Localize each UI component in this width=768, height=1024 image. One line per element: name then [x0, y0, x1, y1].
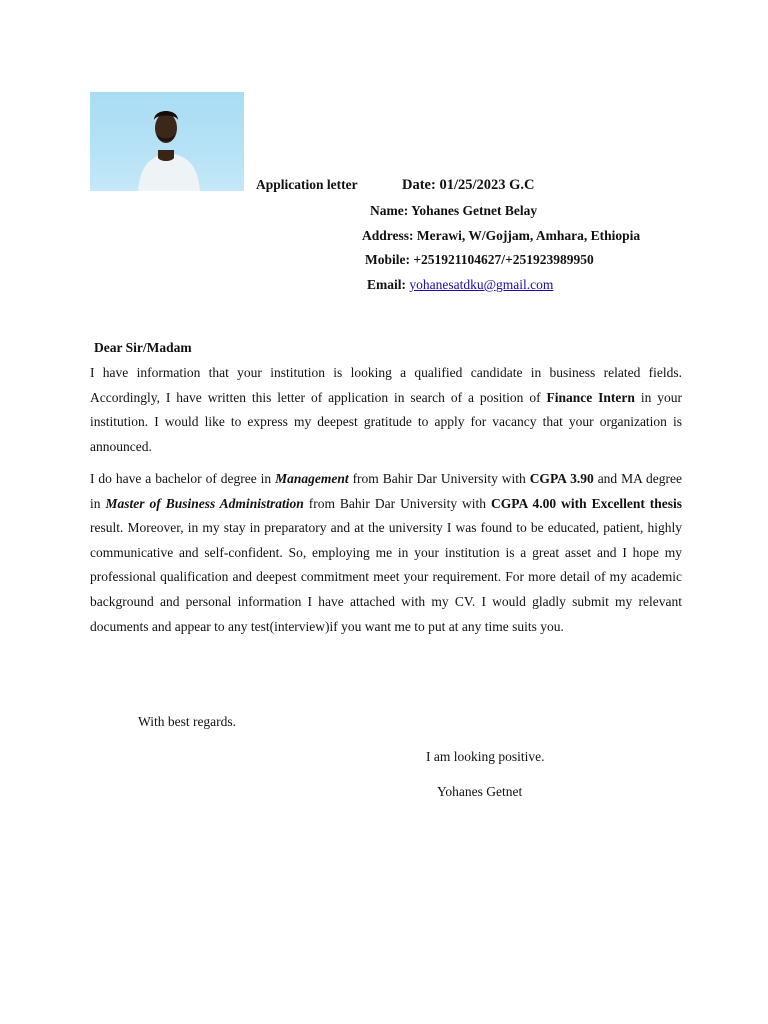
closing-regards: With best regards.: [138, 714, 237, 729]
applicant-address: Address: Merawi, W/Gojjam, Amhara, Ethiopia: [362, 228, 641, 243]
applicant-mobile: Mobile: +251921104627/+251923989950: [365, 252, 594, 267]
paragraph-qualifications: [90, 467, 682, 639]
position-title: Finance Intern: [546, 389, 635, 405]
applicant-name: Name: Yohanes Getnet Belay: [370, 203, 538, 218]
paragraph-intro: [90, 361, 682, 459]
greeting: Dear Sir/Madam: [94, 340, 192, 355]
letter-date: Date: 01/25/2023 G.C: [402, 177, 535, 193]
bachelor-field: Management: [275, 471, 349, 486]
master-cgpa: CGPA 4.00 with Excellent thesis: [491, 495, 683, 511]
bachelor-cgpa: CGPA 3.90: [529, 471, 594, 486]
applicant-email: [367, 277, 553, 293]
applicant-photo: [90, 92, 244, 191]
letter-title: Application letter: [256, 177, 358, 192]
p2-text-a: I do have a bachelor of degree in: [90, 471, 272, 486]
email-link[interactable]: yohanesatdku@gmail.com: [409, 277, 554, 292]
master-field: Master of Business Administration: [105, 495, 304, 511]
p1-text-a: I have information that your institution is looking a qualified candidate in business related fields. Accordingly, I have written this letter of application in search of a position of: [90, 365, 682, 405]
signature-name: Yohanes Getnet: [437, 784, 523, 799]
closing-positive: I am looking positive.: [426, 749, 545, 764]
p2-text-d: from Bahir Dar University with: [308, 495, 487, 511]
email-label: Email:: [367, 277, 406, 292]
p1-text-b: in your institution. I would like to express my deepest gratitude to apply for vacancy that your organization is announced.: [90, 389, 683, 454]
p2-text-c: and MA degree in: [90, 471, 683, 511]
p2-text-b: from Bahir Dar University with: [352, 471, 526, 486]
person-figure: [90, 92, 244, 191]
p2-text-e: result. Moreover, in my stay in preparatory and at the university I was found to be educated, patient, highly communicative and self-confident. So, employing me in your institution is a great asset and I hope my professional qualification and deepest commitment meet your requirement. For more detail of my academic background and personal information I have attached with my CV. I would gladly submit my relevant documents and appear to any test(interview)if you want me to put at any time suits you.: [90, 520, 682, 634]
